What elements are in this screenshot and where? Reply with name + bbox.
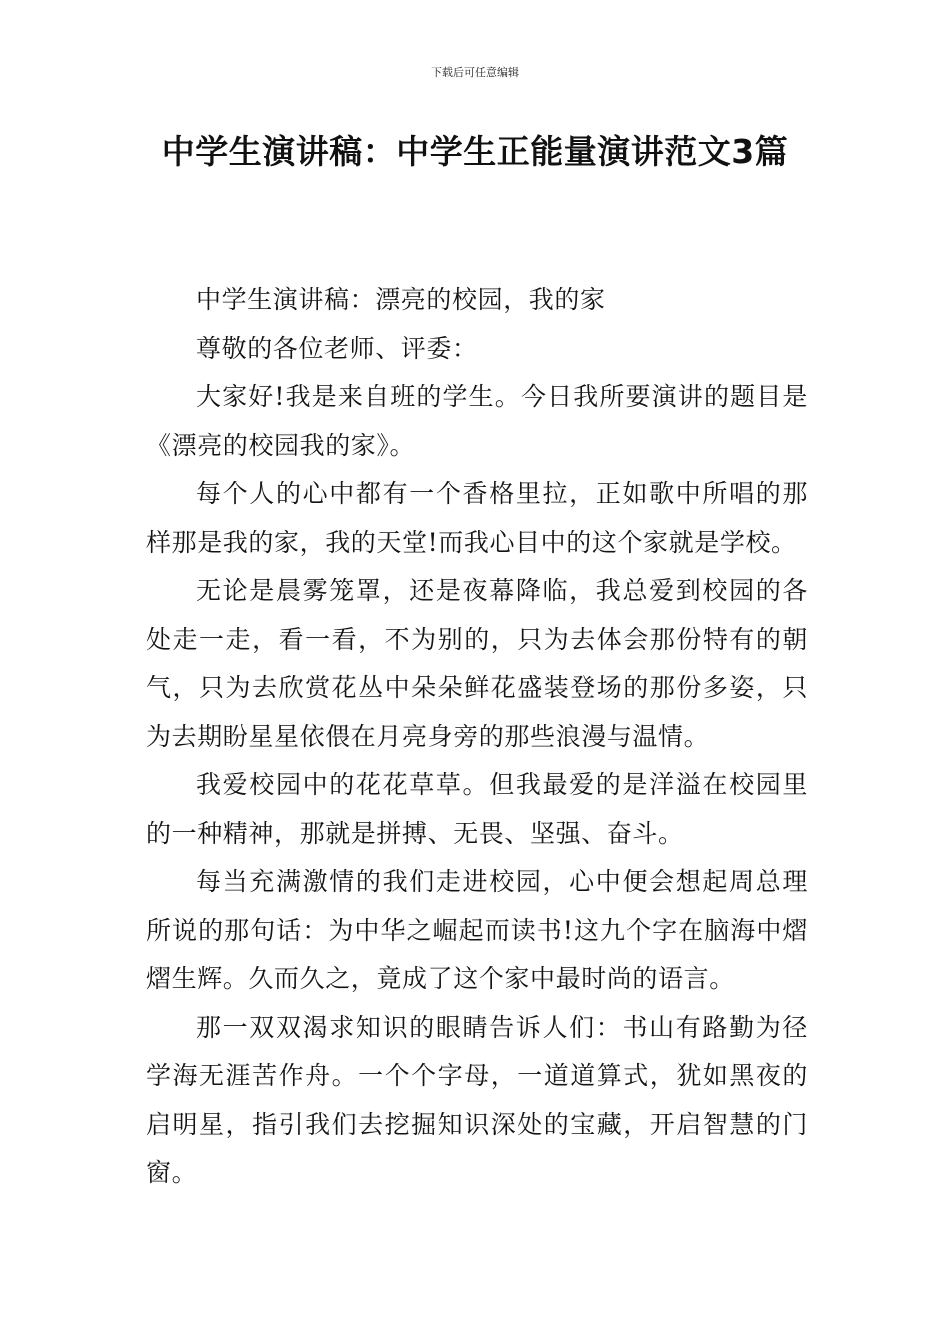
paragraph: 每当充满激情的我们走进校园，心中便会想起周总理所说的那句话：为中华之崛起而读书!这九个字在脑海中熠熠生辉。久而久之，竟成了这个家中最时尚的语言。 [146,867,808,993]
paragraph: 我爱校园中的花花草草。但我最爱的是洋溢在校园里的一种精神，那就是拼搏、无畏、坚强、奋斗。 [146,770,808,848]
document-body [146,276,808,1198]
paragraph-salutation: 尊敬的各位老师、评委： [196,333,478,363]
paragraph-subtitle: 中学生演讲稿：漂亮的校园，我的家 [196,285,606,314]
paragraph: 每个人的心中都有一个香格里拉，正如歌中所唱的那样那是我的家，我的天堂!而我心目中的这个家就是学校。 [146,479,808,557]
paragraph: 那一双双渴求知识的眼睛告诉人们：书山有路勤为径学海无涯苦作舟。一个个字母，一道道算式，犹如黑夜的启明星，指引我们去挖掘知识深处的宝藏，开启智慧的门窗。 [146,1012,808,1187]
document-title: 中学生演讲稿：中学生正能量演讲范文3篇 [161,132,789,171]
paragraph: 大家好!我是来自班的学生。今日我所要演讲的题目是《漂亮的校园我的家》。 [146,382,808,460]
header-note: 下载后可任意编辑 [431,66,519,79]
paragraph: 无论是晨雾笼罩，还是夜幕降临，我总爱到校园的各处走一走，看一看，不为别的，只为去体会那份特有的朝气，只为去欣赏花丛中朵朵鲜花盛装登场的那份多姿，只为去期盼星星依偎在月亮身旁的那些浪漫与温情。 [146,576,808,751]
